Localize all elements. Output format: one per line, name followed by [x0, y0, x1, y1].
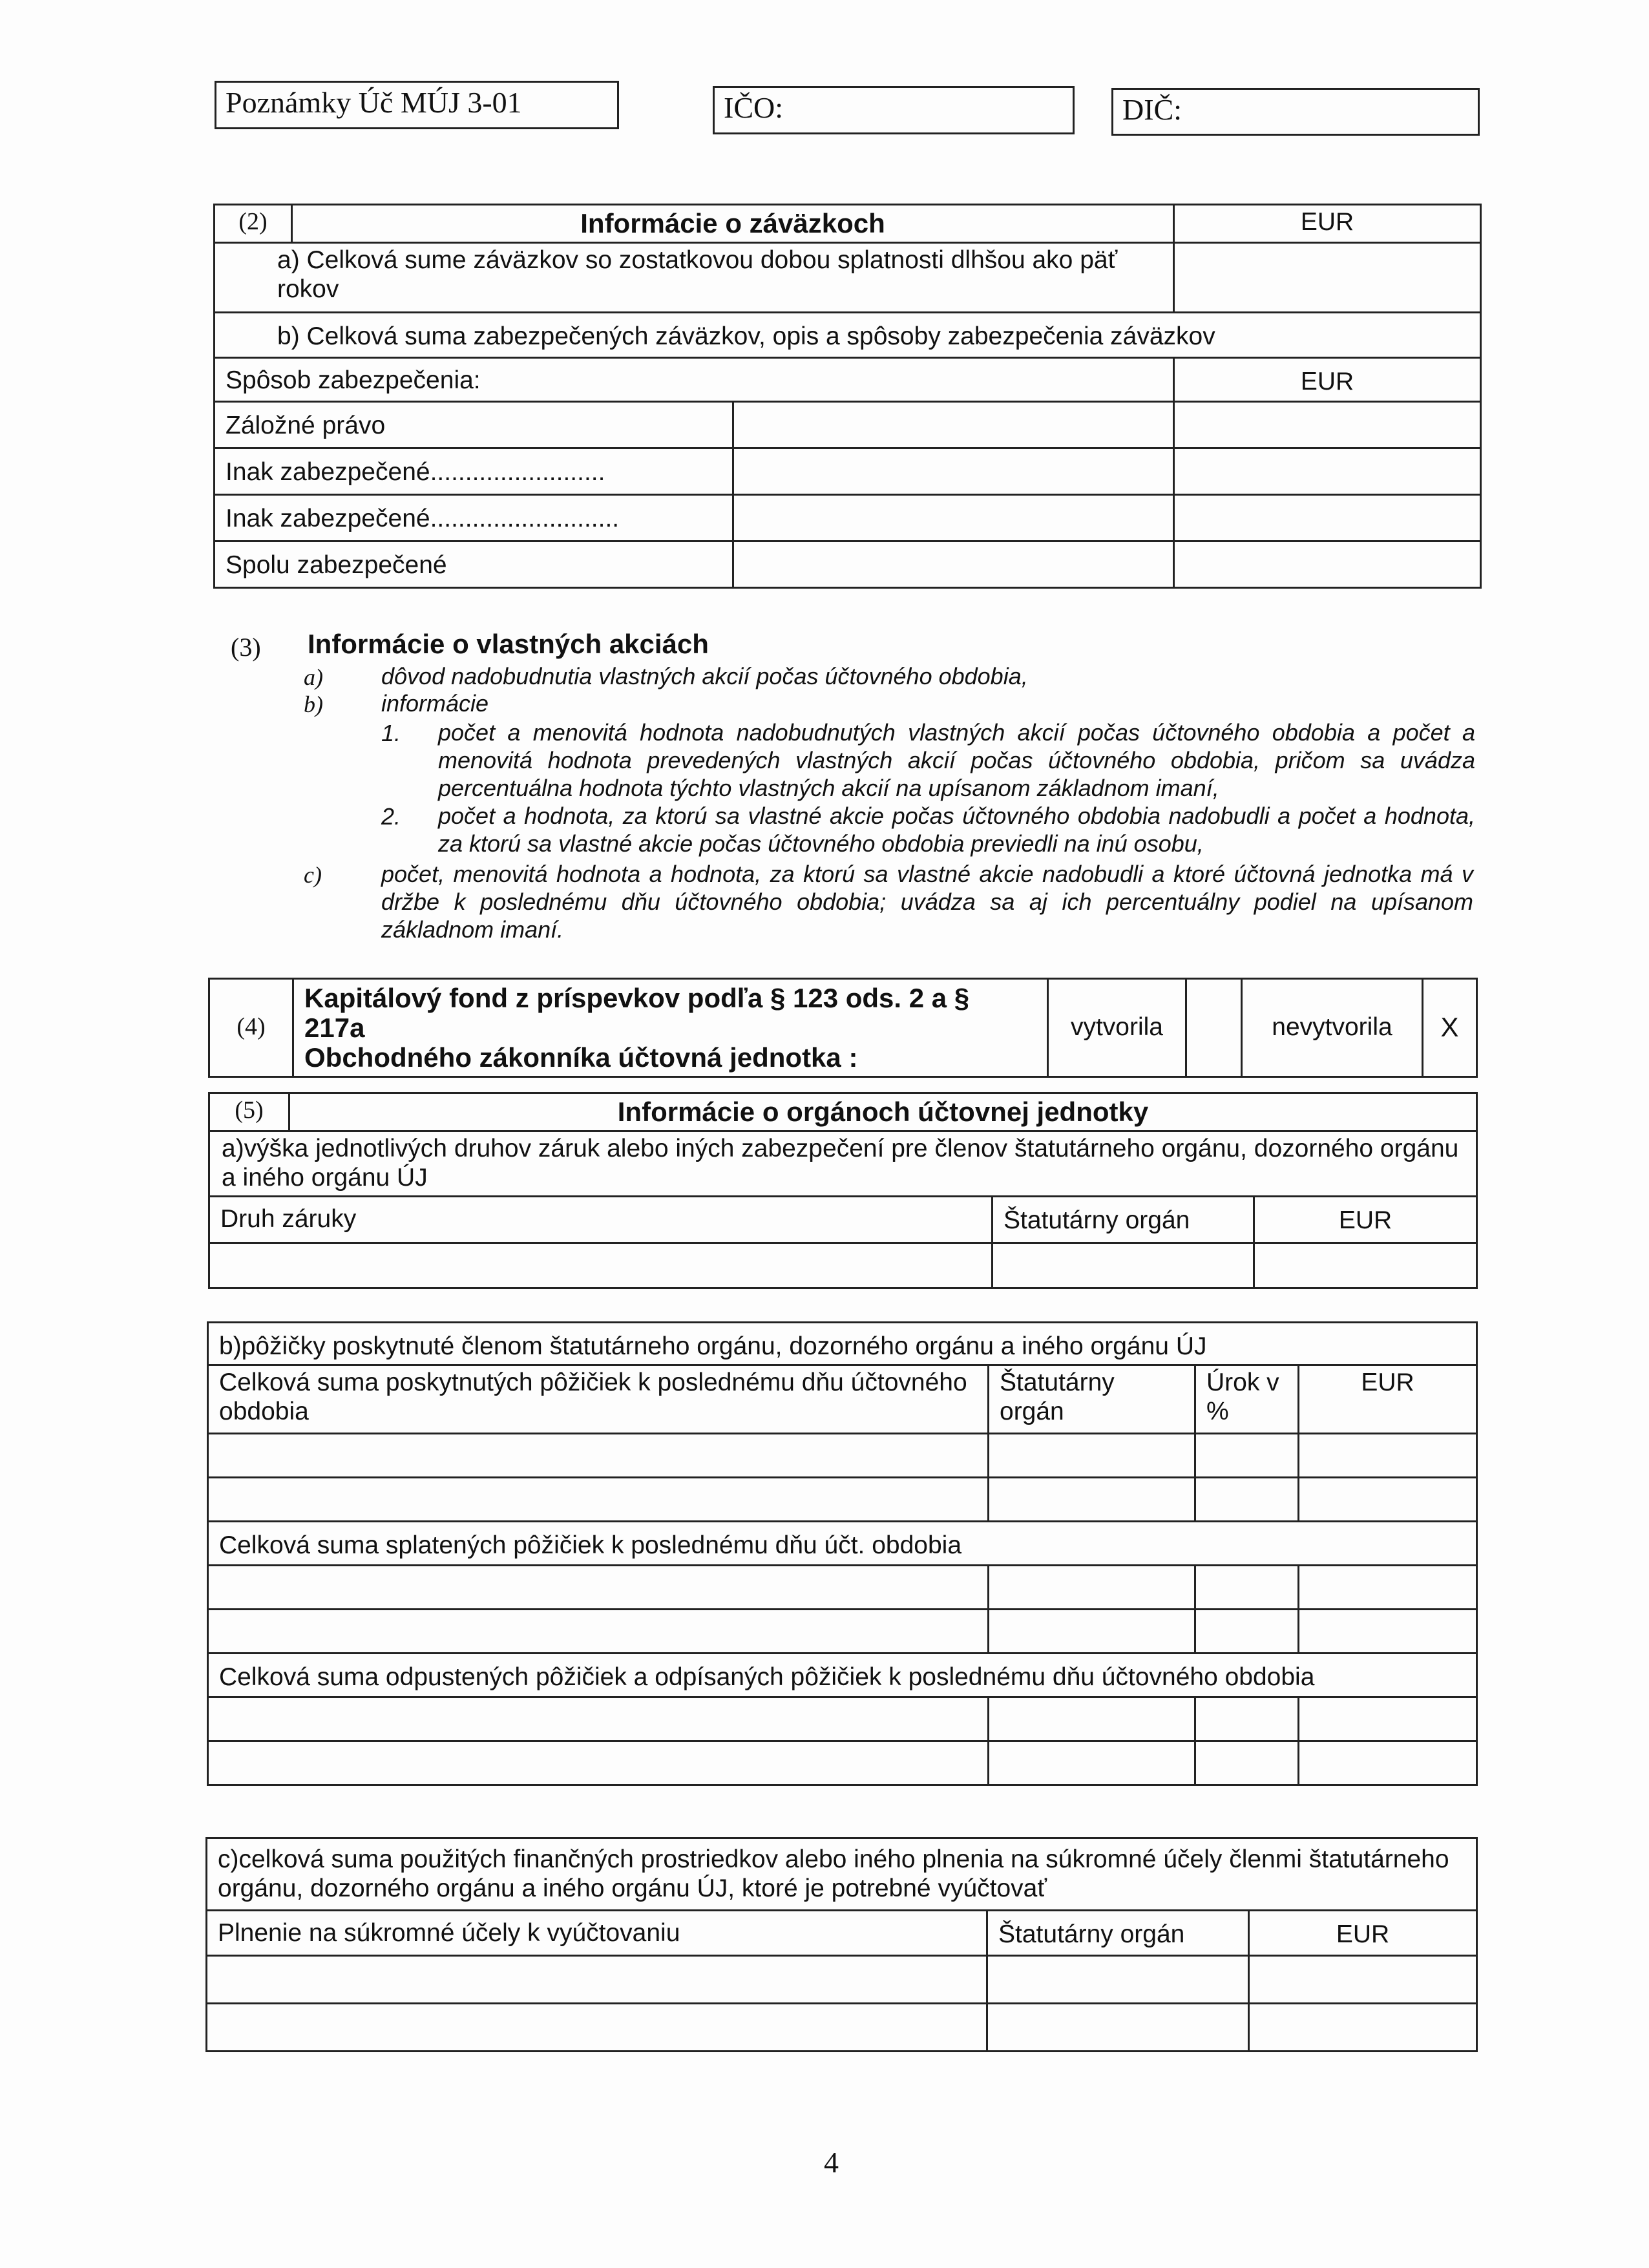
table-cell[interactable]	[733, 541, 1174, 588]
item-b2-mark: 2.	[381, 803, 401, 830]
item-b1-text: počet a menovitá hodnota nadobudnutých vlastných akcií počas účtovného obdobia a počet a menovitá hodnota prevedených vlastných akcií počas účtovného obdobia, pričom sa uvádza percentuálna hodnota týchto vlastných akcií na upísanom základnom imaní,	[438, 719, 1475, 802]
private-use-statutory-header: Štatutárny orgán	[987, 1911, 1249, 1956]
loans-forgiven-header: Celková suma odpustených pôžičiek a odpísaných pôžičiek k poslednému dňu účtovného obdobia	[208, 1654, 1477, 1697]
capital-fund-title-line1: Kapitálový fond z príspevkov podľa § 123 ods. 2 a § 217a	[304, 983, 970, 1044]
statutory-body-header: Štatutárny orgán	[993, 1196, 1254, 1243]
eur-header: EUR	[1254, 1196, 1477, 1243]
table-cell[interactable]	[987, 1956, 1249, 2004]
long-term-liabilities-text: a) Celková sume záväzkov so zostatkovou dobou splatnosti dlhšou ako päť rokov	[277, 246, 1118, 304]
ico-field[interactable]	[713, 86, 1075, 134]
ico-label: IČO:	[724, 91, 783, 124]
secured-liabilities-label	[215, 313, 1481, 358]
section-3-title: Informácie o vlastných akciách	[308, 629, 709, 659]
section-2-title: Informácie o záväzkoch	[292, 205, 1174, 243]
table-cell[interactable]	[208, 1434, 989, 1478]
table-cell[interactable]	[989, 1741, 1195, 1785]
section-5-number: (5)	[209, 1093, 289, 1131]
loans-rate-header: Úrok v %	[1195, 1365, 1299, 1434]
table-cell[interactable]	[1195, 1566, 1299, 1610]
table-row-label: Inak zabezpečené...........................	[215, 495, 733, 541]
option-not-created-label: nevytvorila	[1242, 979, 1423, 1077]
table-cell[interactable]	[1195, 1697, 1299, 1741]
loans-table	[207, 1321, 1478, 1786]
loans-eur-header: EUR	[1299, 1365, 1477, 1434]
table-cell[interactable]	[208, 1741, 989, 1785]
table-cell[interactable]	[989, 1610, 1195, 1654]
bodies-guarantees-table	[208, 1092, 1478, 1289]
item-c-text: počet, menovitá hodnota a hodnota, za ktorú sa vlastné akcie nadobudli a ktoré účtovná jednotka má v držbe k poslednému dňu účtovného obdobia; uvádza sa aj ich percentuálny podiel na upísanom základnom imaní.	[381, 861, 1473, 943]
dic-label: DIČ:	[1122, 93, 1182, 126]
table-cell[interactable]	[1249, 1956, 1477, 2004]
table-cell[interactable]	[208, 1478, 989, 1522]
table-cell[interactable]	[1174, 495, 1481, 541]
section-2-number: (2)	[215, 205, 292, 243]
section-4-number: (4)	[209, 979, 293, 1077]
table-row-label: Inak zabezpečené.........................	[215, 448, 733, 495]
table-cell[interactable]	[1249, 2004, 1477, 2052]
table-cell[interactable]	[1299, 1566, 1477, 1610]
item-c-mark: c)	[304, 862, 322, 888]
table-cell[interactable]	[989, 1566, 1195, 1610]
long-term-liabilities-label	[215, 243, 1174, 313]
table-cell[interactable]	[989, 1434, 1195, 1478]
table-cell[interactable]	[208, 1610, 989, 1654]
table-cell[interactable]	[1174, 541, 1481, 588]
private-use-header: Plnenie na súkromné účely k vyúčtovaniu	[207, 1911, 987, 1956]
table-cell[interactable]	[1299, 1741, 1477, 1785]
guarantee-type-header: Druh záruky	[209, 1196, 993, 1243]
dic-field[interactable]	[1111, 88, 1480, 136]
table-cell[interactable]	[1254, 1243, 1477, 1288]
table-cell[interactable]	[987, 2004, 1249, 2052]
table-row-label: Záložné právo	[215, 402, 733, 448]
table-cell[interactable]	[208, 1697, 989, 1741]
table-row-label: Spolu zabezpečené	[215, 541, 733, 588]
item-a-mark: a)	[304, 664, 323, 690]
liabilities-table	[213, 204, 1482, 589]
page-number: 4	[824, 2146, 839, 2179]
capital-fund-title-line2: Obchodného zákonníka účtovná jednotka :	[304, 1042, 858, 1073]
security-method-currency: EUR	[1174, 358, 1481, 402]
table-cell[interactable]	[1299, 1697, 1477, 1741]
loans-provided-header: Celková suma poskytnutých pôžičiek k poslednému dňu účtovného obdobia	[208, 1365, 989, 1434]
capital-fund-title	[293, 979, 1048, 1077]
option-not-created-checkbox[interactable]: X	[1423, 979, 1477, 1077]
private-use-description: c)celková suma použitých finančných prostriedkov alebo iného plnenia na súkromné účely členmi štatutárneho orgánu, dozorného orgánu a iného orgánu ÚJ, ktoré je potrebné vyúčtovať	[207, 1838, 1477, 1911]
loans-statutory-header: Štatutárny orgán	[989, 1365, 1195, 1434]
option-created-checkbox[interactable]	[1186, 979, 1242, 1077]
table-cell[interactable]	[208, 1566, 989, 1610]
item-b-mark: b)	[304, 691, 323, 717]
option-created-label: vytvorila	[1048, 979, 1186, 1077]
secured-liabilities-text: b) Celková suma zabezpečených záväzkov, opis a spôsoby zabezpečenia záväzkov	[277, 322, 1215, 351]
table-cell[interactable]	[1195, 1478, 1299, 1522]
table-cell[interactable]	[1174, 402, 1481, 448]
form-code-box	[215, 81, 619, 129]
table-cell[interactable]	[1195, 1434, 1299, 1478]
table-cell[interactable]	[1299, 1610, 1477, 1654]
table-cell[interactable]	[989, 1697, 1195, 1741]
table-cell[interactable]	[207, 1956, 987, 2004]
long-term-liabilities-value[interactable]	[1174, 243, 1481, 313]
item-a-text: dôvod nadobudnutia vlastných akcií počas účtovného obdobia,	[381, 663, 1028, 689]
table-cell[interactable]	[1299, 1434, 1477, 1478]
table-cell[interactable]	[1174, 448, 1481, 495]
section-3-number: (3)	[231, 633, 261, 662]
item-b1-mark: 1.	[381, 720, 401, 746]
section-2-currency: EUR	[1174, 205, 1481, 243]
capital-fund-table	[208, 978, 1478, 1078]
private-use-table	[205, 1837, 1478, 2052]
item-b-text: informácie	[381, 690, 489, 717]
item-b2-text: počet a hodnota, za ktorú sa vlastné akcie počas účtovného obdobia nadobudli a počet a hodnota, za ktorú sa vlastné akcie počas účtovného obdobia previedli na inú osobu,	[438, 803, 1475, 857]
table-cell[interactable]	[209, 1243, 993, 1288]
table-cell[interactable]	[207, 2004, 987, 2052]
table-cell[interactable]	[733, 448, 1174, 495]
table-cell[interactable]	[733, 402, 1174, 448]
table-cell[interactable]	[1299, 1478, 1477, 1522]
security-method-label: Spôsob zabezpečenia:	[215, 358, 1174, 402]
table-cell[interactable]	[989, 1478, 1195, 1522]
private-use-eur-header: EUR	[1249, 1911, 1477, 1956]
table-cell[interactable]	[733, 495, 1174, 541]
loans-description: b)pôžičky poskytnuté členom štatutárneho orgánu, dozorného orgánu a iného orgánu ÚJ	[208, 1323, 1477, 1365]
loans-repaid-header: Celková suma splatených pôžičiek k poslednému dňu účt. obdobia	[208, 1522, 1477, 1566]
section-5-title: Informácie o orgánoch účtovnej jednotky	[289, 1093, 1477, 1131]
guarantees-description: a)výška jednotlivých druhov záruk alebo iných zabezpečení pre členov štatutárneho orgánu, dozorného orgánu a iného orgánu ÚJ	[209, 1131, 1477, 1197]
table-cell[interactable]	[1195, 1610, 1299, 1654]
table-cell[interactable]	[1195, 1741, 1299, 1785]
table-cell[interactable]	[993, 1243, 1254, 1288]
form-code: Poznámky Úč MÚJ 3-01	[226, 86, 522, 119]
